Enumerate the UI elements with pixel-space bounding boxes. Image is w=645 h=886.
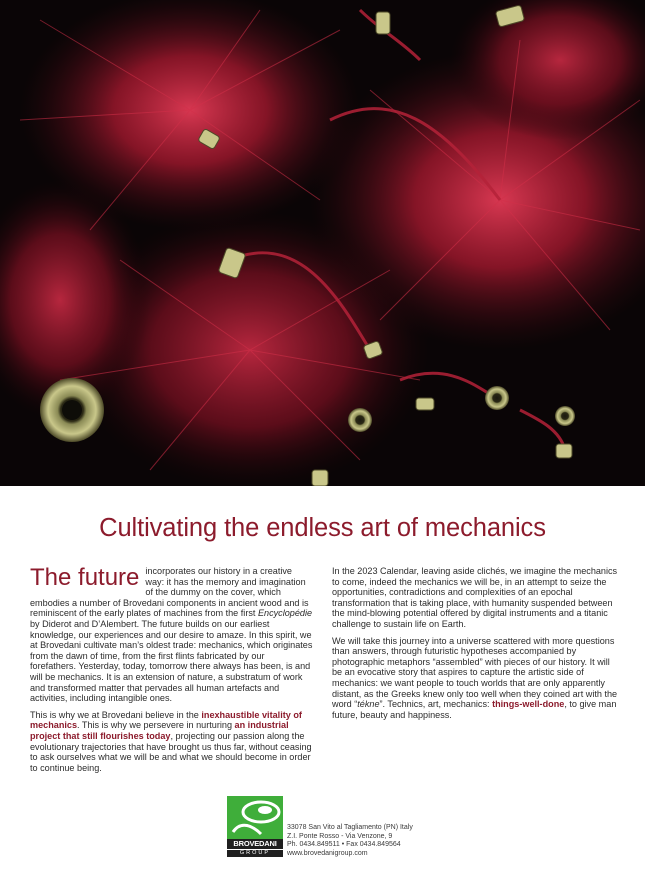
logo-name: BROVEDANI <box>227 839 283 849</box>
highlight-vitality: inexhaustible vitality of mechanics <box>30 709 302 731</box>
vitality-paragraph <box>30 710 313 774</box>
right-text-column <box>332 566 618 726</box>
intro-paragraph <box>30 566 313 704</box>
address-line: 33078 San Vito al Tagliamento (PN) Italy <box>287 824 413 831</box>
journey-text-b: ”. Technics, art, mechanics: <box>379 699 493 710</box>
tekne-italic: tékne <box>357 699 380 710</box>
intro-text: incorporates our history in a creative way: it has the memory and imagination of the dummy on the cover, which embodies a number of Brovedani components in ancient wood and is reminiscent of the early plates of machines from the first <box>30 566 309 619</box>
logo-swirl-icon <box>227 796 283 839</box>
phone-fax-line: Ph. 0434.849511 • Fax 0434.849564 <box>287 841 401 849</box>
vitality-text-c: , projecting our passion along the evolutionary trajectories that have brought us thus far, without ceasing to ask ourselves what we will be and what we should become in order to continue being. <box>30 730 312 773</box>
intro-text-continued: by Diderot and D’Alembert. The future builds on our earliest knowledge, our experiences and our desire to amaze. In this spirit, we at Brovedani cultivate man’s oldest trade: mechanics, which originates from the dawn of time, from the first flints fabricated by our forefathers. Yesterday, today, tomorrow there always has been, is and will be mechanics. It is an extension of nature, a substratum of work and transformed matter that pervades all human artefacts and activities, including intangible ones. <box>30 618 313 704</box>
journey-paragraph <box>332 636 618 721</box>
logo-group: GROUP <box>227 849 283 857</box>
calendar-paragraph: In the 2023 Calendar, leaving aside clichés, we imagine the mechanics to come, indeed the mechanics we will be, in an attempt to seize the opportunities, contradictions and complexities of an epochal transformation that is taking place, with humanity suspended between the mind-blowing potential offered by digital instruments and a titanic challenge to sustain life on Earth. <box>332 566 618 629</box>
company-address <box>287 824 413 858</box>
highlight-things-well-done: things-well-done <box>492 699 565 710</box>
highlight-industrial-project: an industrial project that still flourishes today <box>30 720 289 741</box>
address-line: Z.I. Ponte Rosso - Via Venzone, 9 <box>287 832 393 840</box>
encyclopedie-italic: Encyclopédie <box>257 608 313 619</box>
footer <box>227 796 487 858</box>
vitality-text-b: . This is why we persevere in nurturing <box>77 720 235 731</box>
page-title: Cultivating the endless art of mechanics <box>99 514 546 542</box>
website-link[interactable]: www.brovedanigroup.com <box>287 849 368 857</box>
left-text-column <box>30 566 313 779</box>
dropcap-heading: The future <box>30 564 140 591</box>
brovedani-logo <box>227 796 283 856</box>
journey-text-a: We will take this journey into a universe scattered with more questions than answers, through futuristic hypotheses accompanied by photographic metaphors “assembled” with pieces of our history. It will be an evocative story that aspires to capture the artistic side of mechanics: we want people to touch worlds that are only apparently distant, as the Greeks knew only too well when they coined art with the word “ <box>332 635 618 710</box>
journey-text-c: , to give man future, beauty and happiness. <box>332 699 617 720</box>
vitality-text-a: This is why we at Brovedani believe in the <box>30 709 202 720</box>
